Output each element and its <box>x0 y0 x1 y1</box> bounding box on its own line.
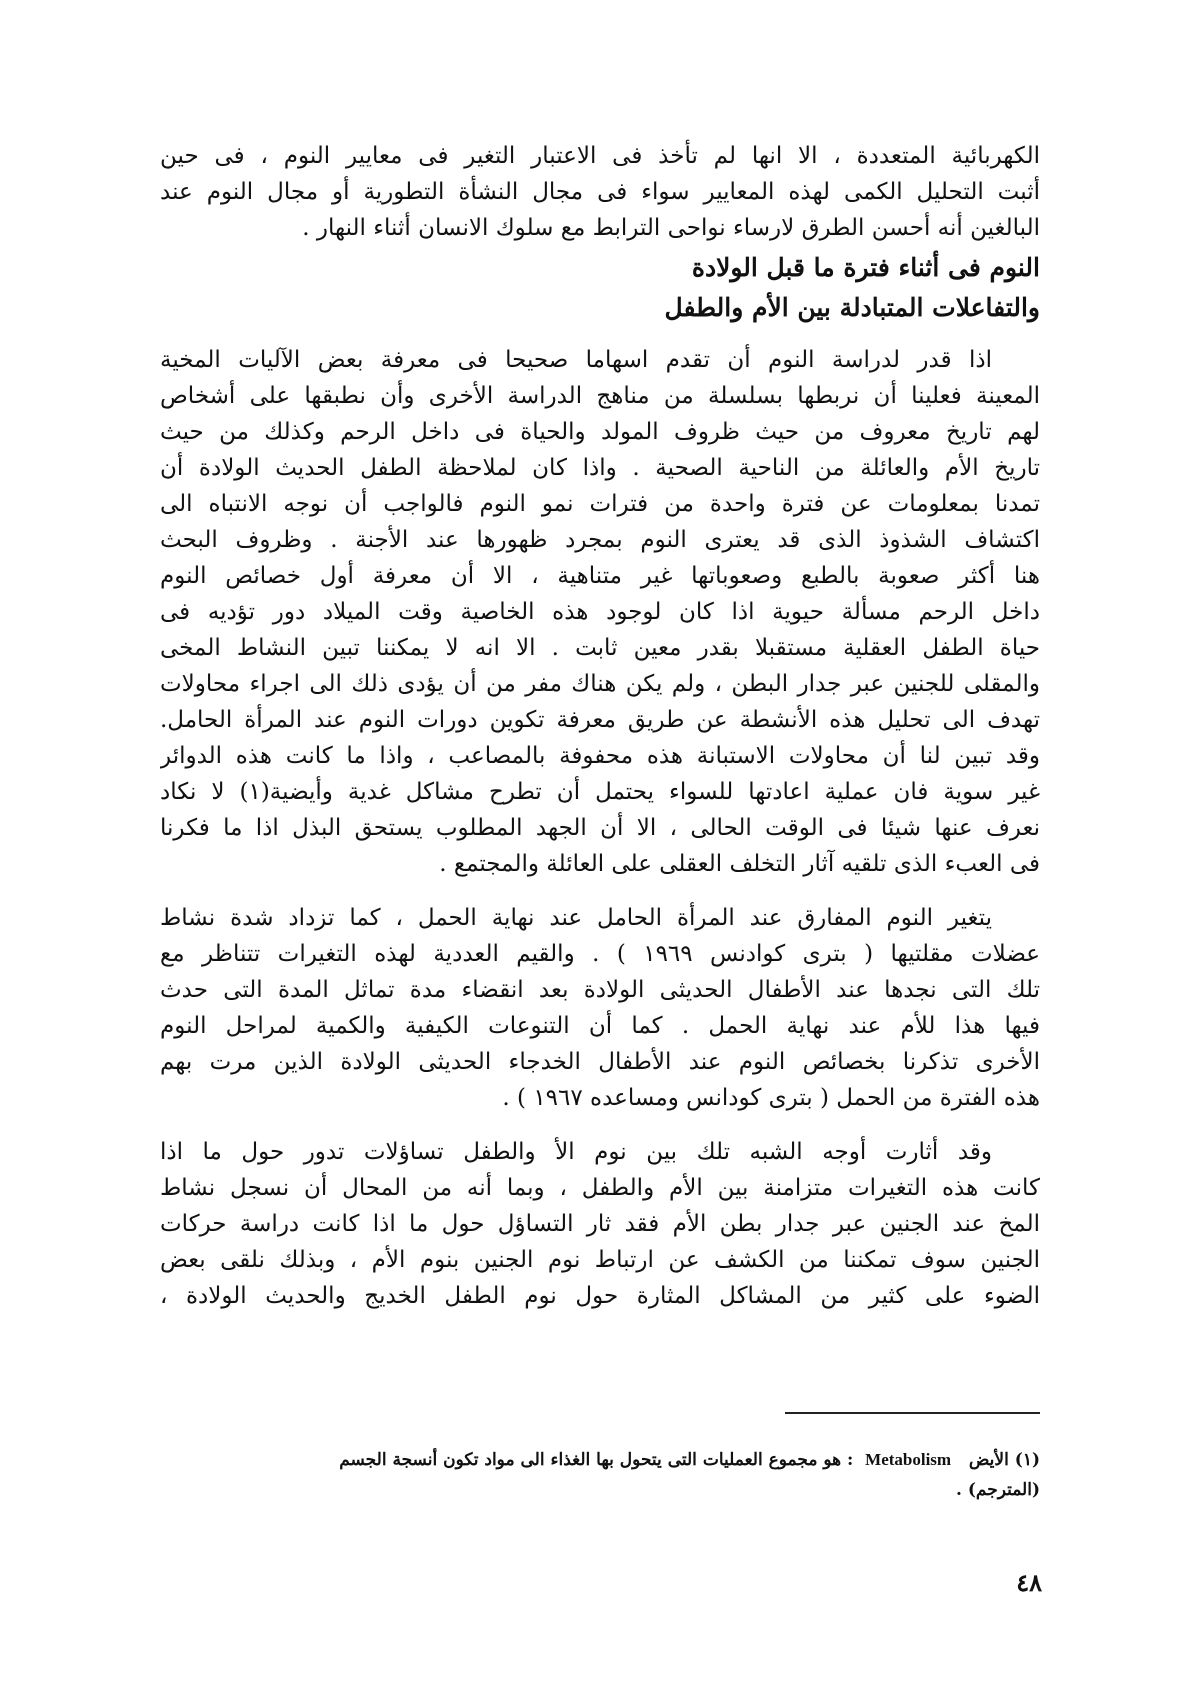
text-line: الأخرى تذكرنا بخصائص النوم عند الأطفال الخدجاء الحديثى الولادة الذين مرت بهم <box>160 1049 1040 1075</box>
footnote-line-1 <box>160 1445 1040 1475</box>
text-line: لهم تاريخ معروف من حيث ظروف المولد والحياة فى داخل الرحم وكذلك من حيث <box>160 419 1040 445</box>
text-line: فيها هذا للأم عند نهاية الحمل . كما أن التنوعات الكيفية والكمية لمراحل النوم <box>160 1013 1040 1039</box>
text-line: تهدف الى تحليل هذه الأنشطة عن طريق معرفة تكوين دورات النوم عند المرأة الحامل. <box>160 707 1040 733</box>
text-line: البالغين أنه أحسن الطرق لارساء نواحى الترابط مع سلوك الانسان أثناء النهار . <box>302 215 1040 241</box>
paragraph-2 <box>160 900 1040 1116</box>
text-line: المخ عند الجنين عبر جدار بطن الأم فقد ثار التساؤل حول ما اذا كانت دراسة حركات <box>160 1211 1040 1237</box>
text-line: أثبت التحليل الكمى لهذه المعايير سواء فى مجال النشأة التطورية أو مجال النوم عند <box>160 179 1040 205</box>
footnote-marker: (١) الأيض <box>968 1450 1040 1470</box>
text-line: وقد تبين لنا أن محاولات الاستبانة هذه محفوفة بالمصاعب ، واذا ما كانت هذه الدوائر <box>160 743 1040 769</box>
text-line: الكهربائية المتعددة ، الا انها لم تأخذ فى الاعتبار التغير فى معايير النوم ، فى حين <box>160 143 1040 169</box>
heading-line-2: والتفاعلات المتبادلة بين الأم والطفل <box>664 293 1040 322</box>
text-line: اكتشاف الشذوذ الذى قد يعترى النوم بمجرد ظهورها عند الأجنة . وظروف البحث <box>160 527 1040 553</box>
text-line: غير سوية فان عملية اعادتها للسواء يحتمل أن تطرح مشاكل غدية وأيضية(١) لا نكاد <box>160 779 1040 805</box>
text-line: يتغير النوم المفارق عند المرأة الحامل عند نهاية الحمل ، كما تزداد شدة نشاط <box>160 905 992 931</box>
footnote-divider <box>785 1412 1040 1414</box>
paragraph-1 <box>160 342 1040 882</box>
text-line: حياة الطفل العقلية مستقبلا بقدر معين ثابت . الا انه لا يمكننا تبين النشاط المخى <box>160 635 1040 661</box>
text-line: تلك التى نجدها عند الأطفال الحديثى الولادة بعد انقضاء مدة تماثل المدة التى حدث <box>160 977 1040 1003</box>
text-line: كانت هذه التغيرات متزامنة بين الأم والطفل ، وبما أنه من المحال أن نسجل نشاط <box>160 1175 1040 1201</box>
footnote-line-2: (المترجم) . <box>956 1480 1040 1500</box>
text-line: اذا قدر لدراسة النوم أن تقدم اسهاما صحيحا فى معرفة بعض الآليات المخية <box>160 347 992 373</box>
footnote-term: Metabolism <box>865 1450 952 1469</box>
text-line: نعرف عنها شيئا فى الوقت الحالى ، الا أن الجهد المطلوب يستحق البذل اذا ما فكرنا <box>160 815 1040 841</box>
text-line: هذه الفترة من الحمل ( بترى كودانس ومساعده ١٩٦٧ ) . <box>502 1085 1040 1111</box>
text-line: تمدنا بمعلومات عن فترة واحدة من فترات نمو النوم فالواجب أن نوجه الانتباه الى <box>160 491 1040 517</box>
text-line: الجنين سوف تمكننا من الكشف عن ارتباط نوم الجنين بنوم الأم ، وبذلك نلقى بعض <box>160 1247 1040 1273</box>
intro-paragraph <box>160 138 1040 246</box>
footnote <box>160 1445 1040 1505</box>
text-line: هنا أكثر صعوبة بالطبع وصعوباتها غير متناهية ، الا أن معرفة أول خصائص النوم <box>160 563 1040 589</box>
text-line: وقد أثارت أوجه الشبه تلك بين نوم الأ والطفل تساؤلات تدور حول ما اذا <box>160 1139 992 1165</box>
page-number: ٤٨ <box>1016 1568 1042 1597</box>
page-body <box>160 138 1040 1314</box>
text-line: المعينة فعلينا أن نربطها بسلسلة من مناهج الدراسة الأخرى وأن نطبقها على أشخاص <box>160 383 1040 409</box>
footnote-definition: : هو مجموع العمليات التى يتحول بها الغذاء الى مواد تكون أنسجة الجسم <box>339 1450 854 1470</box>
text-line: والمقلى للجنين عبر جدار البطن ، ولم يكن هناك مفر من أن يؤدى ذلك الى اجراء محاولات <box>160 671 1040 697</box>
text-line: عضلات مقلتيها ( بترى كوادنس ١٩٦٩ ) . والقيم العددية لهذه التغيرات تتناظر مع <box>160 941 1040 967</box>
heading-line-1: النوم فى أثناء فترة ما قبل الولادة <box>691 253 1040 282</box>
text-line: فى العبء الذى تلقيه آثار التخلف العقلى على العائلة والمجتمع . <box>439 851 1040 877</box>
text-line: الضوء على كثير من المشاكل المثارة حول نوم الطفل الخديج والحديث الولادة ، <box>160 1283 1040 1309</box>
section-heading <box>160 248 1040 328</box>
text-line: داخل الرحم مسألة حيوية اذا كان لوجود هذه الخاصية وقت الميلاد دور تؤديه فى <box>160 599 1040 625</box>
paragraph-3 <box>160 1134 1040 1314</box>
text-line: تاريخ الأم والعائلة من الناحية الصحية . واذا كان لملاحظة الطفل الحديث الولادة أن <box>160 455 1040 481</box>
